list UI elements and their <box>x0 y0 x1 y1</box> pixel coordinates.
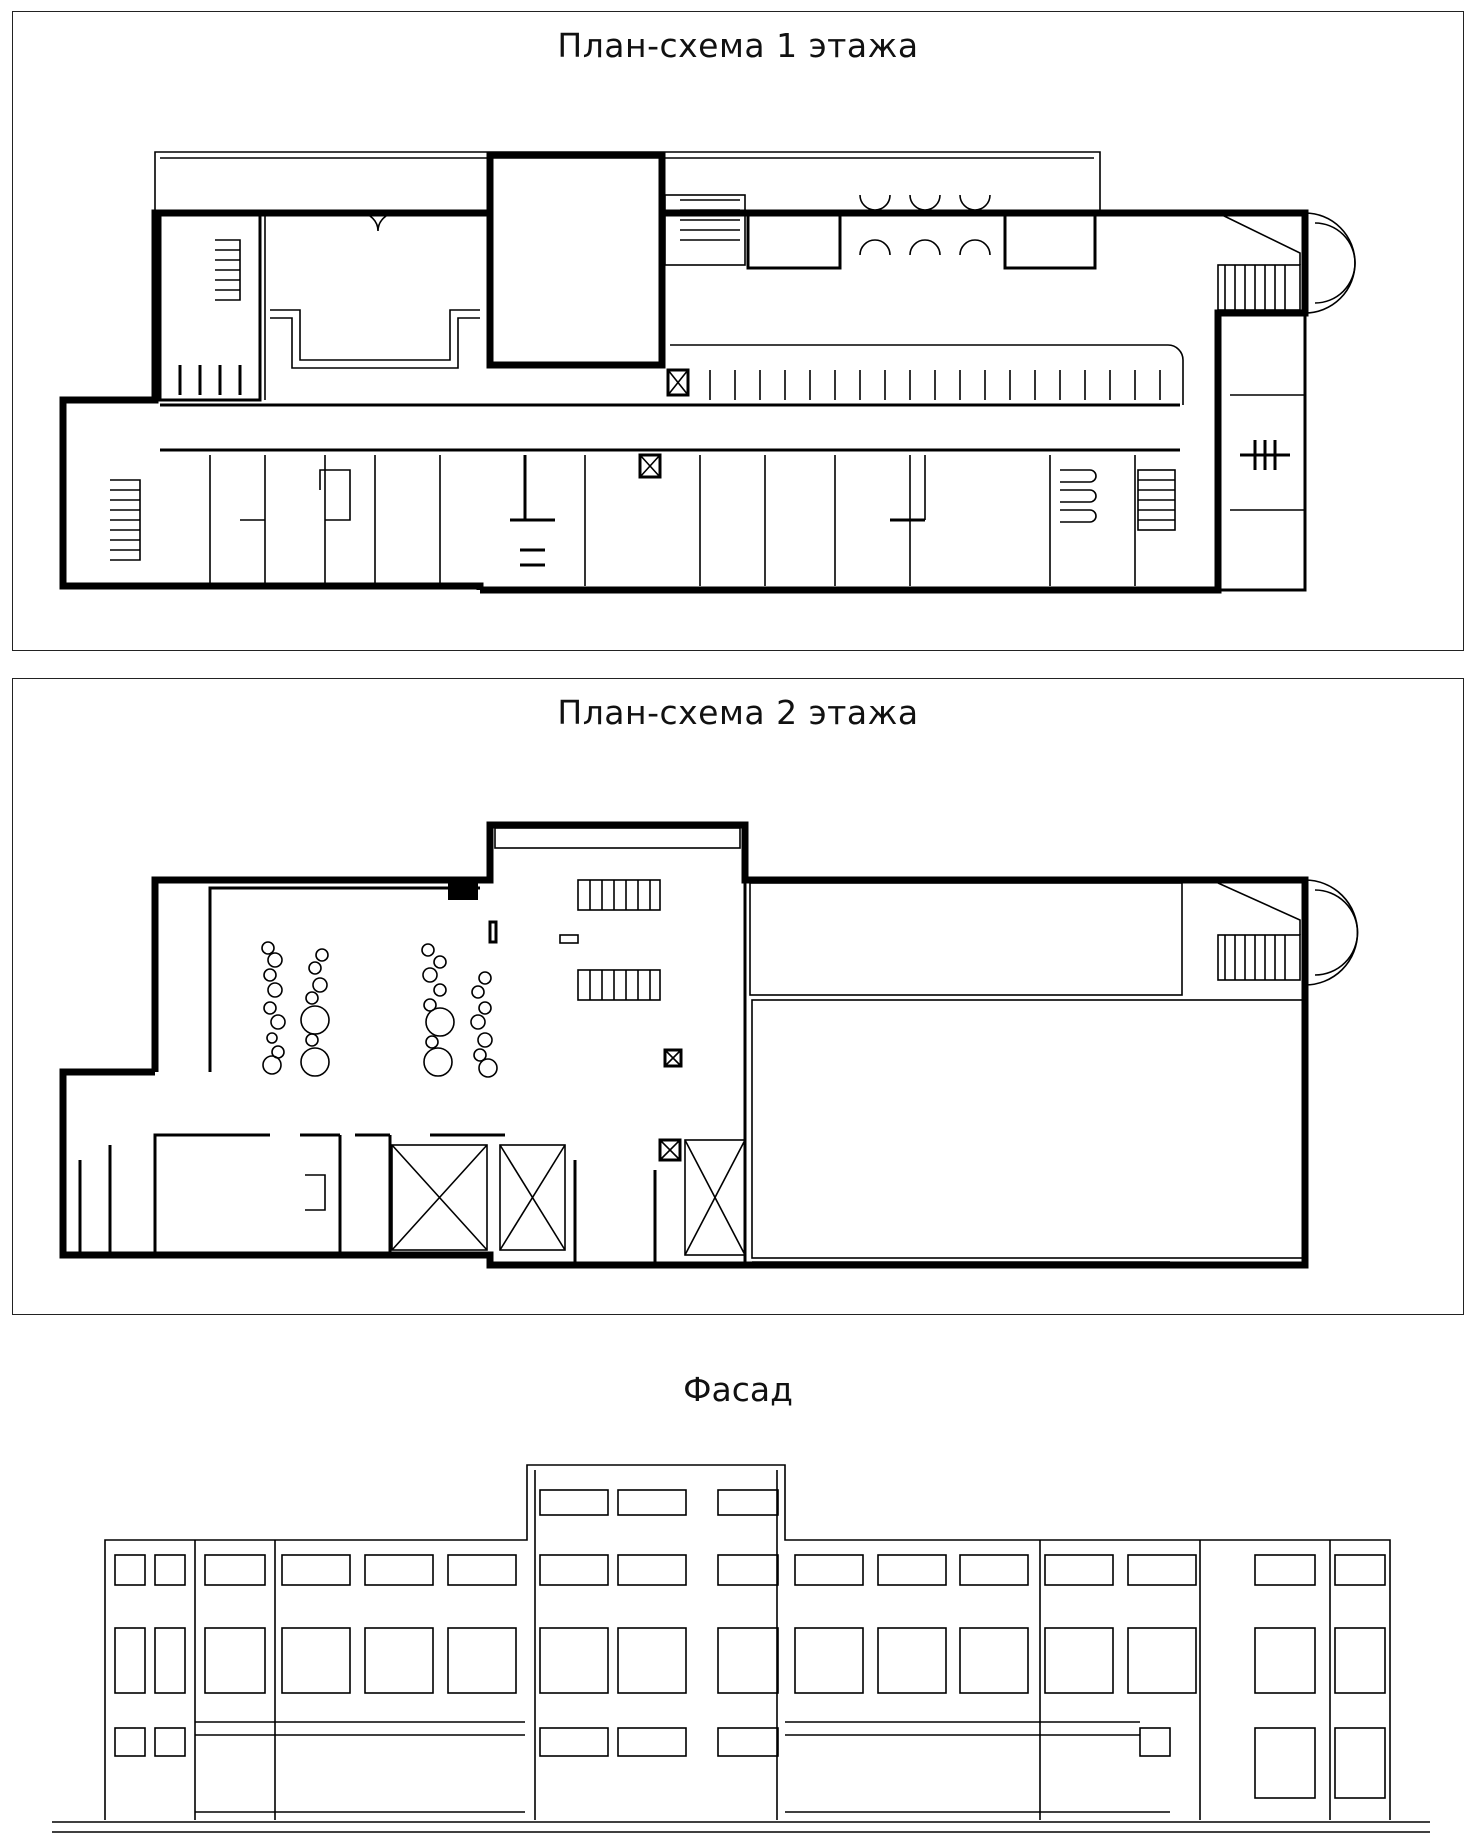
floor2-plan-title: План-схема 2 этажа <box>557 693 919 732</box>
floor1-plan-title: План-схема 1 этажа <box>557 26 919 65</box>
facade-title: Фасад <box>683 1370 793 1409</box>
